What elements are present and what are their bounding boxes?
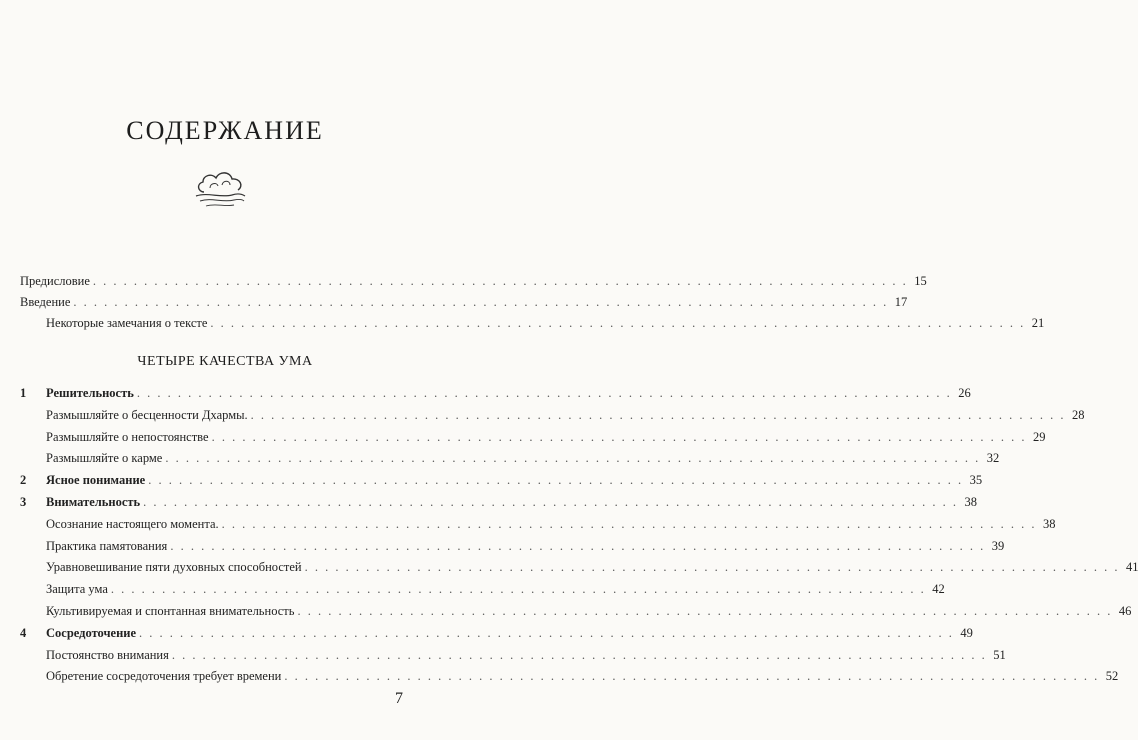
- toc-chapter-entry[interactable]: [20, 623, 973, 643]
- toc-entry-title: Практика памятования: [46, 539, 168, 553]
- toc-entry-page: 38: [1043, 517, 1056, 531]
- dot-leader: . . . . . . . . . . . . . . . . . . . . . . . . . . . . . . . . . . . . . . . . . . . . . . . . . . . . . . . . . . . . . . . . . . . . . . . . . . . . . . . .: [210, 316, 1026, 330]
- toc-entry-title: Размышляйте о непостоянстве: [46, 430, 209, 444]
- toc-entry[interactable]: [20, 448, 1000, 468]
- toc-entry-page: 29: [1032, 430, 1046, 444]
- dot-leader: . . . . . . . . . . . . . . . . . . . . . . . . . . . . . . . . . . . . . . . . . . . . . . . . . . . . . . . . . . . . . . . . . . . . . . . . . . . . . . . .: [136, 386, 952, 400]
- dot-leader: . . . . . . . . . . . . . . . . . . . . . . . . . . . . . . . . . . . . . . . . . . . . . . . . . . . . . . . . . . . . . . . . . . . . . . . . . . . . . . . .: [221, 517, 1037, 531]
- toc-entry[interactable]: [20, 666, 1119, 686]
- toc-entry[interactable]: [20, 313, 1045, 333]
- toc-entry[interactable]: [20, 601, 1132, 621]
- toc-chapter-entry[interactable]: [20, 383, 971, 403]
- toc-entry-page: 38: [964, 495, 978, 509]
- toc-entry-page: 49: [960, 626, 973, 640]
- toc-entry-title: Внимательность: [46, 495, 141, 509]
- toc-entry-title: Защита ума: [46, 582, 108, 596]
- toc-entry-title: Решительность: [46, 386, 134, 400]
- toc-entry[interactable]: [20, 557, 1138, 577]
- toc-entry-page: 21: [1031, 316, 1045, 330]
- toc-entry-number: 2: [20, 473, 27, 487]
- toc-entry-page: 26: [958, 386, 971, 400]
- dot-leader: . . . . . . . . . . . . . . . . . . . . . . . . . . . . . . . . . . . . . . . . . . . . . . . . . . . . . . . . . . . . . . . . . . . . . . . . . . . . . . . .: [110, 582, 926, 596]
- toc-entry-title: Постоянство внимания: [46, 648, 169, 662]
- toc-entry[interactable]: [20, 645, 1006, 665]
- toc-entry-title: Размышляйте о карме: [46, 451, 163, 465]
- dot-leader: . . . . . . . . . . . . . . . . . . . . . . . . . . . . . . . . . . . . . . . . . . . . . . . . . . . . . . . . . . . . . . . . . . . . . . . . . . . . . . . .: [297, 604, 1113, 618]
- toc-entry-page: 15: [914, 274, 927, 288]
- toc-entry-title: Некоторые замечания о тексте: [46, 316, 208, 330]
- toc-entry-title: Сосредоточение: [46, 626, 137, 640]
- toc-chapter-entry[interactable]: [20, 470, 983, 490]
- dot-leader: . . . . . . . . . . . . . . . . . . . . . . . . . . . . . . . . . . . . . . . . . . . . . . . . . . . . . . . . . . . . . . . . . . . . . . . . . . . . . . . .: [304, 560, 1120, 574]
- dot-leader: . . . . . . . . . . . . . . . . . . . . . . . . . . . . . . . . . . . . . . . . . . . . . . . . . . . . . . . . . . . . . . . . . . . . . . . . . . . . . . . .: [165, 451, 981, 465]
- toc-entry-page: 32: [986, 451, 1000, 465]
- dot-leader: . . . . . . . . . . . . . . . . . . . . . . . . . . . . . . . . . . . . . . . . . . . . . . . . . . . . . . . . . . . . . . . . . . . . . . . . . . . . . . . .: [284, 669, 1100, 683]
- dot-leader: . . . . . . . . . . . . . . . . . . . . . . . . . . . . . . . . . . . . . . . . . . . . . . . . . . . . . . . . . . . . . . . . . . . . . . . . . . . . . . . .: [148, 473, 964, 487]
- toc-entry-title: Обретение сосредоточения требует времени: [46, 669, 282, 683]
- toc-entry-page: 35: [969, 473, 983, 487]
- section-heading: ЧЕТЫРЕ КАЧЕСТВА УМА: [137, 354, 313, 369]
- page-number: 7: [395, 690, 403, 707]
- dot-leader: . . . . . . . . . . . . . . . . . . . . . . . . . . . . . . . . . . . . . . . . . . . . . . . . . . . . . . . . . . . . . . . . . . . . . . . . . . . . . . . .: [139, 626, 954, 640]
- toc-entry-title: Уравновешивание пяти духовных способностей: [46, 560, 302, 574]
- toc-entry-title: Предисловие: [20, 274, 90, 288]
- toc-entry-number: 3: [20, 495, 27, 509]
- toc-entry-title: Введение: [20, 295, 71, 309]
- dot-leader: . . . . . . . . . . . . . . . . . . . . . . . . . . . . . . . . . . . . . . . . . . . . . . . . . . . . . . . . . . . . . . . . . . . . . . . . . . . . . . . .: [92, 274, 908, 288]
- toc-entry[interactable]: [20, 271, 927, 291]
- toc-entry[interactable]: [20, 579, 945, 599]
- toc-entry-page: 46: [1118, 604, 1132, 618]
- toc-entry[interactable]: [20, 292, 908, 312]
- toc-entry-title: Культивируемая и спонтанная внимательность: [46, 604, 295, 618]
- dot-leader: . . . . . . . . . . . . . . . . . . . . . . . . . . . . . . . . . . . . . . . . . . . . . . . . . . . . . . . . . . . . . . . . . . . . . . . . . . . . . . . .: [171, 648, 987, 662]
- toc-entry[interactable]: [20, 536, 1005, 556]
- toc-entry-page: 42: [932, 582, 945, 596]
- toc-entry-page: 52: [1105, 669, 1119, 683]
- dot-leader: . . . . . . . . . . . . . . . . . . . . . . . . . . . . . . . . . . . . . . . . . . . . . . . . . . . . . . . . . . . . . . . . . . . . . . . . . . . . . . . .: [211, 430, 1027, 444]
- toc-entry-page: 51: [993, 648, 1006, 662]
- toc-entry-number: 4: [20, 626, 27, 640]
- toc-entry-number: 1: [20, 386, 27, 400]
- dot-leader: . . . . . . . . . . . . . . . . . . . . . . . . . . . . . . . . . . . . . . . . . . . . . . . . . . . . . . . . . . . . . . . . . . . . . . . . . . . . . . . .: [143, 495, 959, 509]
- page-title: СОДЕРЖАНИЕ: [126, 116, 324, 145]
- toc-entry-page: 17: [894, 295, 908, 309]
- toc-entry-page: 39: [991, 539, 1005, 553]
- toc-entry-page: 41: [1125, 560, 1138, 574]
- dot-leader: . . . . . . . . . . . . . . . . . . . . . . . . . . . . . . . . . . . . . . . . . . . . . . . . . . . . . . . . . . . . . . . . . . . . . . . . . . . . . . . .: [170, 539, 986, 553]
- toc-entry-title: Ясное понимание: [46, 473, 146, 487]
- toc-entry-page: 28: [1072, 408, 1085, 422]
- toc-entry-title: Осознание настоящего момента.: [46, 517, 219, 531]
- toc-chapter-entry[interactable]: [20, 492, 978, 512]
- dot-leader: . . . . . . . . . . . . . . . . . . . . . . . . . . . . . . . . . . . . . . . . . . . . . . . . . . . . . . . . . . . . . . . . . . . . . . . . . . . . . . . .: [250, 408, 1066, 422]
- dot-leader: . . . . . . . . . . . . . . . . . . . . . . . . . . . . . . . . . . . . . . . . . . . . . . . . . . . . . . . . . . . . . . . . . . . . . . . . . . . . . . . .: [73, 295, 889, 309]
- toc-entry-title: Размышляйте о бесценности Дхармы.: [46, 408, 248, 422]
- toc-entry[interactable]: [20, 405, 1085, 425]
- toc-entry[interactable]: [20, 427, 1046, 447]
- cloud-ornament-icon: [190, 168, 250, 210]
- toc-entry[interactable]: [20, 514, 1056, 534]
